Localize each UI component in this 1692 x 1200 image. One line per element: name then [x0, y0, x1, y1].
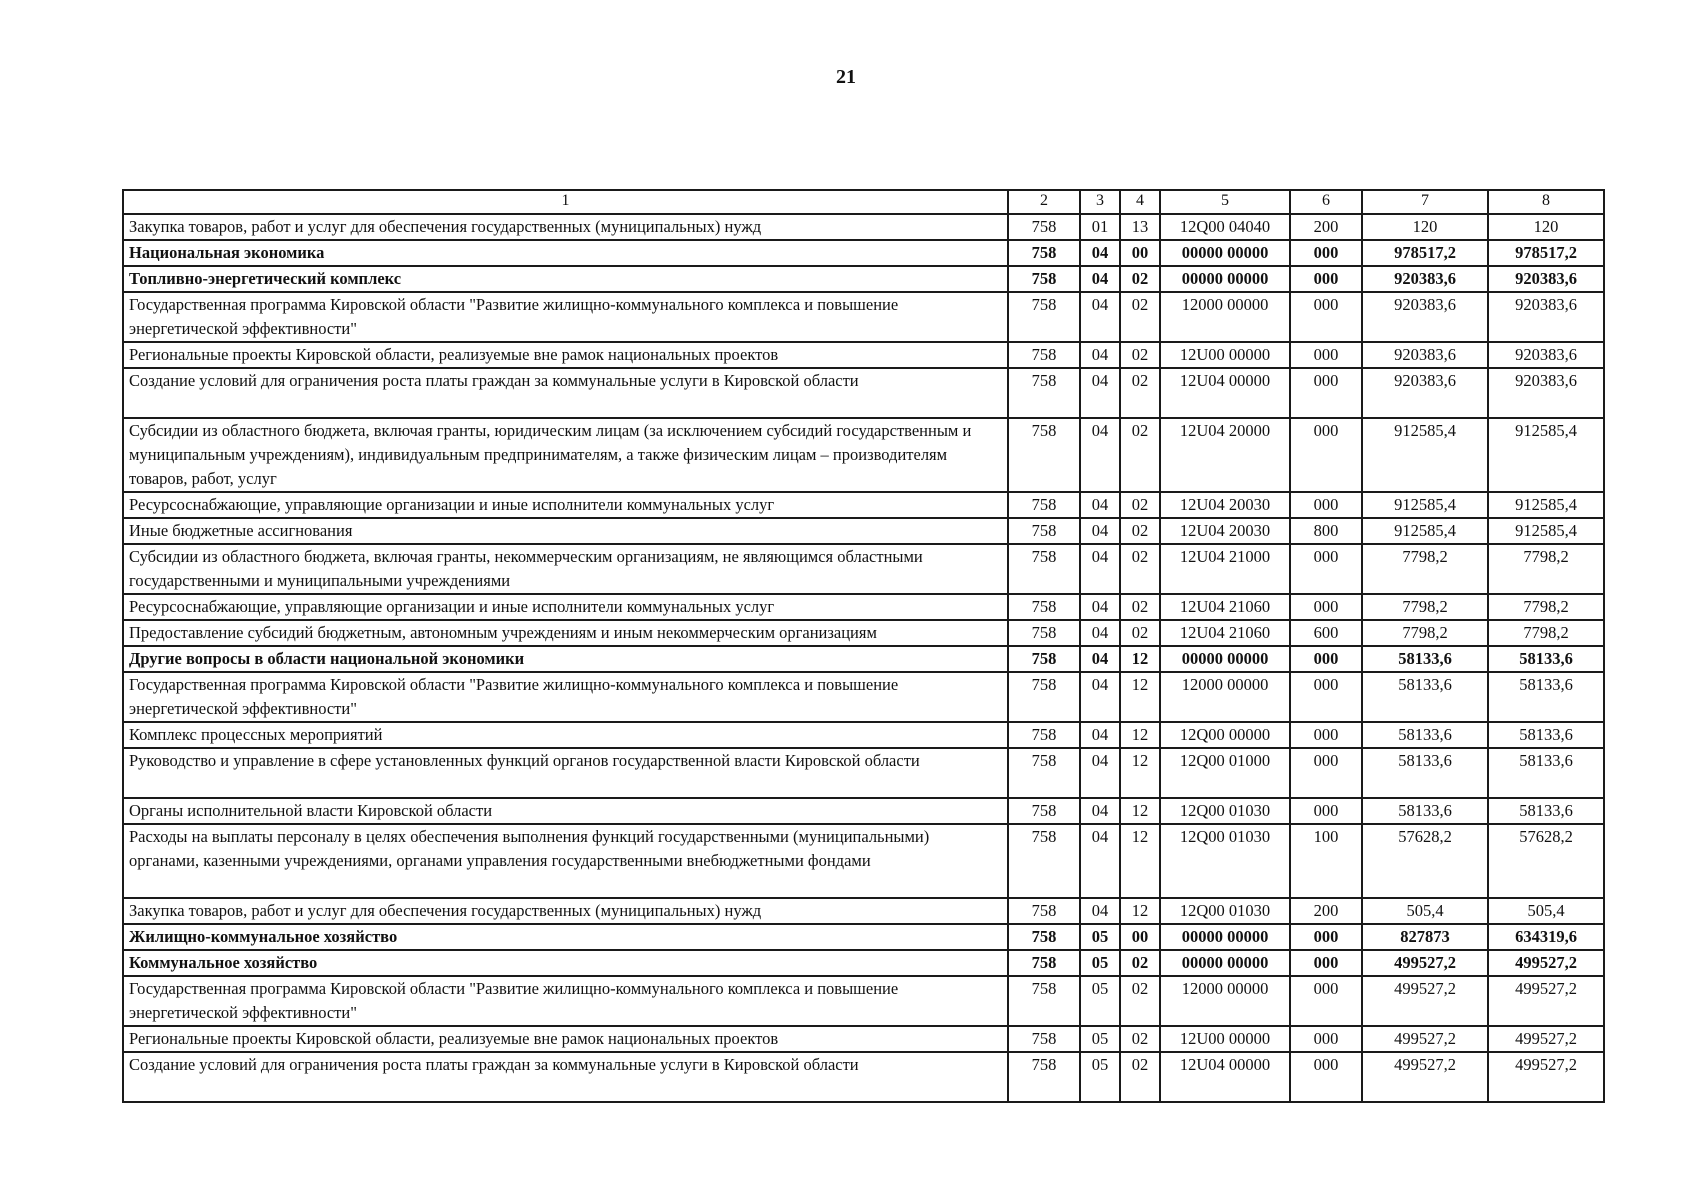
row-name-cell: Руководство и управление в сфере установленных функций органов государственной власти Кировской области — [123, 748, 1008, 798]
grbs-cell: 758 — [1008, 544, 1080, 594]
subsection-cell: 02 — [1120, 620, 1160, 646]
header-cell: 8 — [1488, 190, 1604, 214]
target-article-cell: 12U04 20030 — [1160, 492, 1290, 518]
grbs-cell: 758 — [1008, 368, 1080, 418]
expense-type-cell: 800 — [1290, 518, 1362, 544]
expense-type-cell: 000 — [1290, 950, 1362, 976]
table-row — [123, 214, 1604, 240]
subsection-cell: 12 — [1120, 722, 1160, 748]
header-row — [123, 190, 1604, 214]
row-name-cell: Комплекс процессных мероприятий — [123, 722, 1008, 748]
table-row — [123, 672, 1604, 722]
amount-col7-cell: 912585,4 — [1362, 418, 1488, 492]
subsection-cell: 02 — [1120, 292, 1160, 342]
row-name-cell: Региональные проекты Кировской области, реализуемые вне рамок национальных проектов — [123, 342, 1008, 368]
section-cell: 04 — [1080, 518, 1120, 544]
expense-type-cell: 000 — [1290, 976, 1362, 1026]
section-cell: 04 — [1080, 292, 1120, 342]
subsection-cell: 02 — [1120, 342, 1160, 368]
row-name-cell: Создание условий для ограничения роста платы граждан за коммунальные услуги в Кировской области — [123, 1052, 1008, 1102]
expense-type-cell: 000 — [1290, 1052, 1362, 1102]
subsection-cell: 12 — [1120, 798, 1160, 824]
grbs-cell: 758 — [1008, 1026, 1080, 1052]
amount-col7-cell: 120 — [1362, 214, 1488, 240]
grbs-cell: 758 — [1008, 898, 1080, 924]
table-row — [123, 544, 1604, 594]
budget-table — [122, 189, 1605, 1103]
amount-col8-cell: 7798,2 — [1488, 594, 1604, 620]
row-name-cell: Ресурсоснабжающие, управляющие организации и иные исполнители коммунальных услуг — [123, 492, 1008, 518]
grbs-cell: 758 — [1008, 342, 1080, 368]
row-name-cell: Ресурсоснабжающие, управляющие организации и иные исполнители коммунальных услуг — [123, 594, 1008, 620]
grbs-cell: 758 — [1008, 518, 1080, 544]
amount-col8-cell: 978517,2 — [1488, 240, 1604, 266]
expense-type-cell: 000 — [1290, 748, 1362, 798]
expense-type-cell: 000 — [1290, 292, 1362, 342]
header-cell: 6 — [1290, 190, 1362, 214]
expense-type-cell: 000 — [1290, 1026, 1362, 1052]
expense-type-cell: 000 — [1290, 492, 1362, 518]
target-article-cell: 00000 00000 — [1160, 646, 1290, 672]
section-cell: 04 — [1080, 418, 1120, 492]
section-cell: 04 — [1080, 748, 1120, 798]
row-name-cell: Расходы на выплаты персоналу в целях обеспечения выполнения функций государственными (муниципальными) органами, казенными учреждениями, органами управления государственными внебюджетными фондами — [123, 824, 1008, 898]
grbs-cell: 758 — [1008, 418, 1080, 492]
subsection-cell: 12 — [1120, 646, 1160, 672]
row-name-cell: Топливно-энергетический комплекс — [123, 266, 1008, 292]
section-cell: 04 — [1080, 492, 1120, 518]
subsection-cell: 12 — [1120, 748, 1160, 798]
subsection-cell: 02 — [1120, 594, 1160, 620]
amount-col7-cell: 499527,2 — [1362, 1052, 1488, 1102]
target-article-cell: 00000 00000 — [1160, 240, 1290, 266]
row-name-cell: Государственная программа Кировской области "Развитие жилищно-коммунального комплекса и повышение энергетической эффективности" — [123, 672, 1008, 722]
section-cell: 04 — [1080, 266, 1120, 292]
target-article-cell: 12000 00000 — [1160, 976, 1290, 1026]
expense-type-cell: 000 — [1290, 722, 1362, 748]
section-cell: 04 — [1080, 898, 1120, 924]
header-cell: 4 — [1120, 190, 1160, 214]
table-row — [123, 646, 1604, 672]
amount-col7-cell: 827873 — [1362, 924, 1488, 950]
grbs-cell: 758 — [1008, 646, 1080, 672]
subsection-cell: 02 — [1120, 1026, 1160, 1052]
amount-col8-cell: 58133,6 — [1488, 798, 1604, 824]
target-article-cell: 12Q00 04040 — [1160, 214, 1290, 240]
section-cell: 04 — [1080, 368, 1120, 418]
expense-type-cell: 000 — [1290, 594, 1362, 620]
section-cell: 04 — [1080, 240, 1120, 266]
header-cell: 1 — [123, 190, 1008, 214]
amount-col7-cell: 58133,6 — [1362, 646, 1488, 672]
table-row — [123, 798, 1604, 824]
amount-col7-cell: 920383,6 — [1362, 266, 1488, 292]
expense-type-cell: 000 — [1290, 240, 1362, 266]
subsection-cell: 02 — [1120, 266, 1160, 292]
expense-type-cell: 000 — [1290, 544, 1362, 594]
target-article-cell: 12U04 21060 — [1160, 620, 1290, 646]
grbs-cell: 758 — [1008, 824, 1080, 898]
header-cell: 3 — [1080, 190, 1120, 214]
grbs-cell: 758 — [1008, 240, 1080, 266]
table-row — [123, 1026, 1604, 1052]
subsection-cell: 02 — [1120, 418, 1160, 492]
section-cell: 05 — [1080, 950, 1120, 976]
table-row — [123, 292, 1604, 342]
amount-col7-cell: 978517,2 — [1362, 240, 1488, 266]
expense-type-cell: 000 — [1290, 418, 1362, 492]
amount-col7-cell: 7798,2 — [1362, 620, 1488, 646]
amount-col8-cell: 920383,6 — [1488, 292, 1604, 342]
amount-col8-cell: 499527,2 — [1488, 1026, 1604, 1052]
amount-col8-cell: 7798,2 — [1488, 544, 1604, 594]
table-row — [123, 492, 1604, 518]
amount-col7-cell: 920383,6 — [1362, 342, 1488, 368]
table-header — [123, 190, 1604, 214]
target-article-cell: 12000 00000 — [1160, 672, 1290, 722]
target-article-cell: 12U04 00000 — [1160, 368, 1290, 418]
amount-col8-cell: 58133,6 — [1488, 646, 1604, 672]
grbs-cell: 758 — [1008, 976, 1080, 1026]
table-row — [123, 342, 1604, 368]
row-name-cell: Закупка товаров, работ и услуг для обеспечения государственных (муниципальных) нужд — [123, 214, 1008, 240]
amount-col8-cell: 912585,4 — [1488, 518, 1604, 544]
amount-col7-cell: 58133,6 — [1362, 798, 1488, 824]
grbs-cell: 758 — [1008, 798, 1080, 824]
expense-type-cell: 200 — [1290, 214, 1362, 240]
table-row — [123, 748, 1604, 798]
section-cell: 05 — [1080, 1052, 1120, 1102]
row-name-cell: Национальная экономика — [123, 240, 1008, 266]
section-cell: 04 — [1080, 620, 1120, 646]
grbs-cell: 758 — [1008, 266, 1080, 292]
target-article-cell: 12Q00 01030 — [1160, 798, 1290, 824]
table-row — [123, 240, 1604, 266]
row-name-cell: Иные бюджетные ассигнования — [123, 518, 1008, 544]
row-name-cell: Коммунальное хозяйство — [123, 950, 1008, 976]
section-cell: 05 — [1080, 1026, 1120, 1052]
subsection-cell: 02 — [1120, 976, 1160, 1026]
grbs-cell: 758 — [1008, 924, 1080, 950]
section-cell: 04 — [1080, 798, 1120, 824]
row-name-cell: Жилищно-коммунальное хозяйство — [123, 924, 1008, 950]
section-cell: 04 — [1080, 646, 1120, 672]
target-article-cell: 00000 00000 — [1160, 950, 1290, 976]
grbs-cell: 758 — [1008, 492, 1080, 518]
page-number: 21 — [836, 66, 856, 88]
row-name-cell: Государственная программа Кировской области "Развитие жилищно-коммунального комплекса и повышение энергетической эффективности" — [123, 976, 1008, 1026]
amount-col8-cell: 7798,2 — [1488, 620, 1604, 646]
table-row — [123, 518, 1604, 544]
grbs-cell: 758 — [1008, 950, 1080, 976]
expense-type-cell: 000 — [1290, 368, 1362, 418]
amount-col7-cell: 58133,6 — [1362, 672, 1488, 722]
table-row — [123, 266, 1604, 292]
header-cell: 2 — [1008, 190, 1080, 214]
grbs-cell: 758 — [1008, 722, 1080, 748]
target-article-cell: 12U04 20000 — [1160, 418, 1290, 492]
amount-col8-cell: 57628,2 — [1488, 824, 1604, 898]
table-row — [123, 976, 1604, 1026]
amount-col7-cell: 505,4 — [1362, 898, 1488, 924]
grbs-cell: 758 — [1008, 620, 1080, 646]
target-article-cell: 00000 00000 — [1160, 924, 1290, 950]
amount-col8-cell: 920383,6 — [1488, 368, 1604, 418]
amount-col8-cell: 499527,2 — [1488, 950, 1604, 976]
expense-type-cell: 000 — [1290, 646, 1362, 672]
subsection-cell: 12 — [1120, 672, 1160, 722]
amount-col7-cell: 7798,2 — [1362, 544, 1488, 594]
target-article-cell: 12Q00 01030 — [1160, 824, 1290, 898]
row-name-cell: Другие вопросы в области национальной экономики — [123, 646, 1008, 672]
subsection-cell: 00 — [1120, 924, 1160, 950]
target-article-cell: 00000 00000 — [1160, 266, 1290, 292]
target-article-cell: 12Q00 01030 — [1160, 898, 1290, 924]
expense-type-cell: 000 — [1290, 924, 1362, 950]
amount-col7-cell: 58133,6 — [1362, 722, 1488, 748]
grbs-cell: 758 — [1008, 594, 1080, 620]
amount-col8-cell: 912585,4 — [1488, 492, 1604, 518]
section-cell: 01 — [1080, 214, 1120, 240]
subsection-cell: 02 — [1120, 950, 1160, 976]
target-article-cell: 12Q00 00000 — [1160, 722, 1290, 748]
amount-col8-cell: 58133,6 — [1488, 722, 1604, 748]
table-row — [123, 722, 1604, 748]
section-cell: 04 — [1080, 342, 1120, 368]
subsection-cell: 00 — [1120, 240, 1160, 266]
amount-col8-cell: 499527,2 — [1488, 1052, 1604, 1102]
amount-col7-cell: 57628,2 — [1362, 824, 1488, 898]
subsection-cell: 02 — [1120, 544, 1160, 594]
amount-col7-cell: 912585,4 — [1362, 492, 1488, 518]
amount-col7-cell: 7798,2 — [1362, 594, 1488, 620]
section-cell: 04 — [1080, 594, 1120, 620]
target-article-cell: 12U04 21000 — [1160, 544, 1290, 594]
subsection-cell: 12 — [1120, 824, 1160, 898]
table-row — [123, 620, 1604, 646]
grbs-cell: 758 — [1008, 292, 1080, 342]
amount-col7-cell: 499527,2 — [1362, 1026, 1488, 1052]
amount-col7-cell: 912585,4 — [1362, 518, 1488, 544]
section-cell: 04 — [1080, 672, 1120, 722]
table-row — [123, 418, 1604, 492]
expense-type-cell: 100 — [1290, 824, 1362, 898]
amount-col8-cell: 505,4 — [1488, 898, 1604, 924]
section-cell: 04 — [1080, 544, 1120, 594]
row-name-cell: Субсидии из областного бюджета, включая гранты, некоммерческим организациям, не являющимся областными государственными и муниципальными учреждениями — [123, 544, 1008, 594]
section-cell: 05 — [1080, 976, 1120, 1026]
table-row — [123, 1052, 1604, 1102]
table-row — [123, 594, 1604, 620]
table-row — [123, 924, 1604, 950]
amount-col8-cell: 634319,6 — [1488, 924, 1604, 950]
expense-type-cell: 000 — [1290, 266, 1362, 292]
table-row — [123, 824, 1604, 898]
subsection-cell: 12 — [1120, 898, 1160, 924]
amount-col8-cell: 920383,6 — [1488, 266, 1604, 292]
expense-type-cell: 200 — [1290, 898, 1362, 924]
table-row — [123, 898, 1604, 924]
table-row — [123, 950, 1604, 976]
header-cell: 5 — [1160, 190, 1290, 214]
target-article-cell: 12Q00 01000 — [1160, 748, 1290, 798]
amount-col7-cell: 920383,6 — [1362, 368, 1488, 418]
subsection-cell: 02 — [1120, 492, 1160, 518]
target-article-cell: 12U04 00000 — [1160, 1052, 1290, 1102]
grbs-cell: 758 — [1008, 748, 1080, 798]
table-body — [123, 214, 1604, 1102]
grbs-cell: 758 — [1008, 214, 1080, 240]
target-article-cell: 12U04 20030 — [1160, 518, 1290, 544]
target-article-cell: 12000 00000 — [1160, 292, 1290, 342]
amount-col7-cell: 499527,2 — [1362, 950, 1488, 976]
expense-type-cell: 000 — [1290, 798, 1362, 824]
row-name-cell: Государственная программа Кировской области "Развитие жилищно-коммунального комплекса и повышение энергетической эффективности" — [123, 292, 1008, 342]
section-cell: 04 — [1080, 722, 1120, 748]
table-row — [123, 368, 1604, 418]
grbs-cell: 758 — [1008, 1052, 1080, 1102]
target-article-cell: 12U00 00000 — [1160, 1026, 1290, 1052]
grbs-cell: 758 — [1008, 672, 1080, 722]
subsection-cell: 02 — [1120, 518, 1160, 544]
row-name-cell: Предоставление субсидий бюджетным, автономным учреждениям и иным некоммерческим организациям — [123, 620, 1008, 646]
amount-col7-cell: 58133,6 — [1362, 748, 1488, 798]
row-name-cell: Создание условий для ограничения роста платы граждан за коммунальные услуги в Кировской области — [123, 368, 1008, 418]
target-article-cell: 12U04 21060 — [1160, 594, 1290, 620]
amount-col7-cell: 920383,6 — [1362, 292, 1488, 342]
row-name-cell: Субсидии из областного бюджета, включая гранты, юридическим лицам (за исключением субсидий государственным и муниципальным учреждениям), индивидуальным предпринимателям, а также физическим лицам – производителям товаров, работ, услуг — [123, 418, 1008, 492]
amount-col8-cell: 499527,2 — [1488, 976, 1604, 1026]
row-name-cell: Закупка товаров, работ и услуг для обеспечения государственных (муниципальных) нужд — [123, 898, 1008, 924]
expense-type-cell: 000 — [1290, 672, 1362, 722]
subsection-cell: 02 — [1120, 1052, 1160, 1102]
row-name-cell: Региональные проекты Кировской области, реализуемые вне рамок национальных проектов — [123, 1026, 1008, 1052]
target-article-cell: 12U00 00000 — [1160, 342, 1290, 368]
subsection-cell: 02 — [1120, 368, 1160, 418]
amount-col8-cell: 58133,6 — [1488, 748, 1604, 798]
amount-col8-cell: 920383,6 — [1488, 342, 1604, 368]
subsection-cell: 13 — [1120, 214, 1160, 240]
amount-col7-cell: 499527,2 — [1362, 976, 1488, 1026]
expense-type-cell: 600 — [1290, 620, 1362, 646]
amount-col8-cell: 58133,6 — [1488, 672, 1604, 722]
amount-col8-cell: 912585,4 — [1488, 418, 1604, 492]
header-cell: 7 — [1362, 190, 1488, 214]
section-cell: 05 — [1080, 924, 1120, 950]
expense-type-cell: 000 — [1290, 342, 1362, 368]
section-cell: 04 — [1080, 824, 1120, 898]
amount-col8-cell: 120 — [1488, 214, 1604, 240]
row-name-cell: Органы исполнительной власти Кировской области — [123, 798, 1008, 824]
